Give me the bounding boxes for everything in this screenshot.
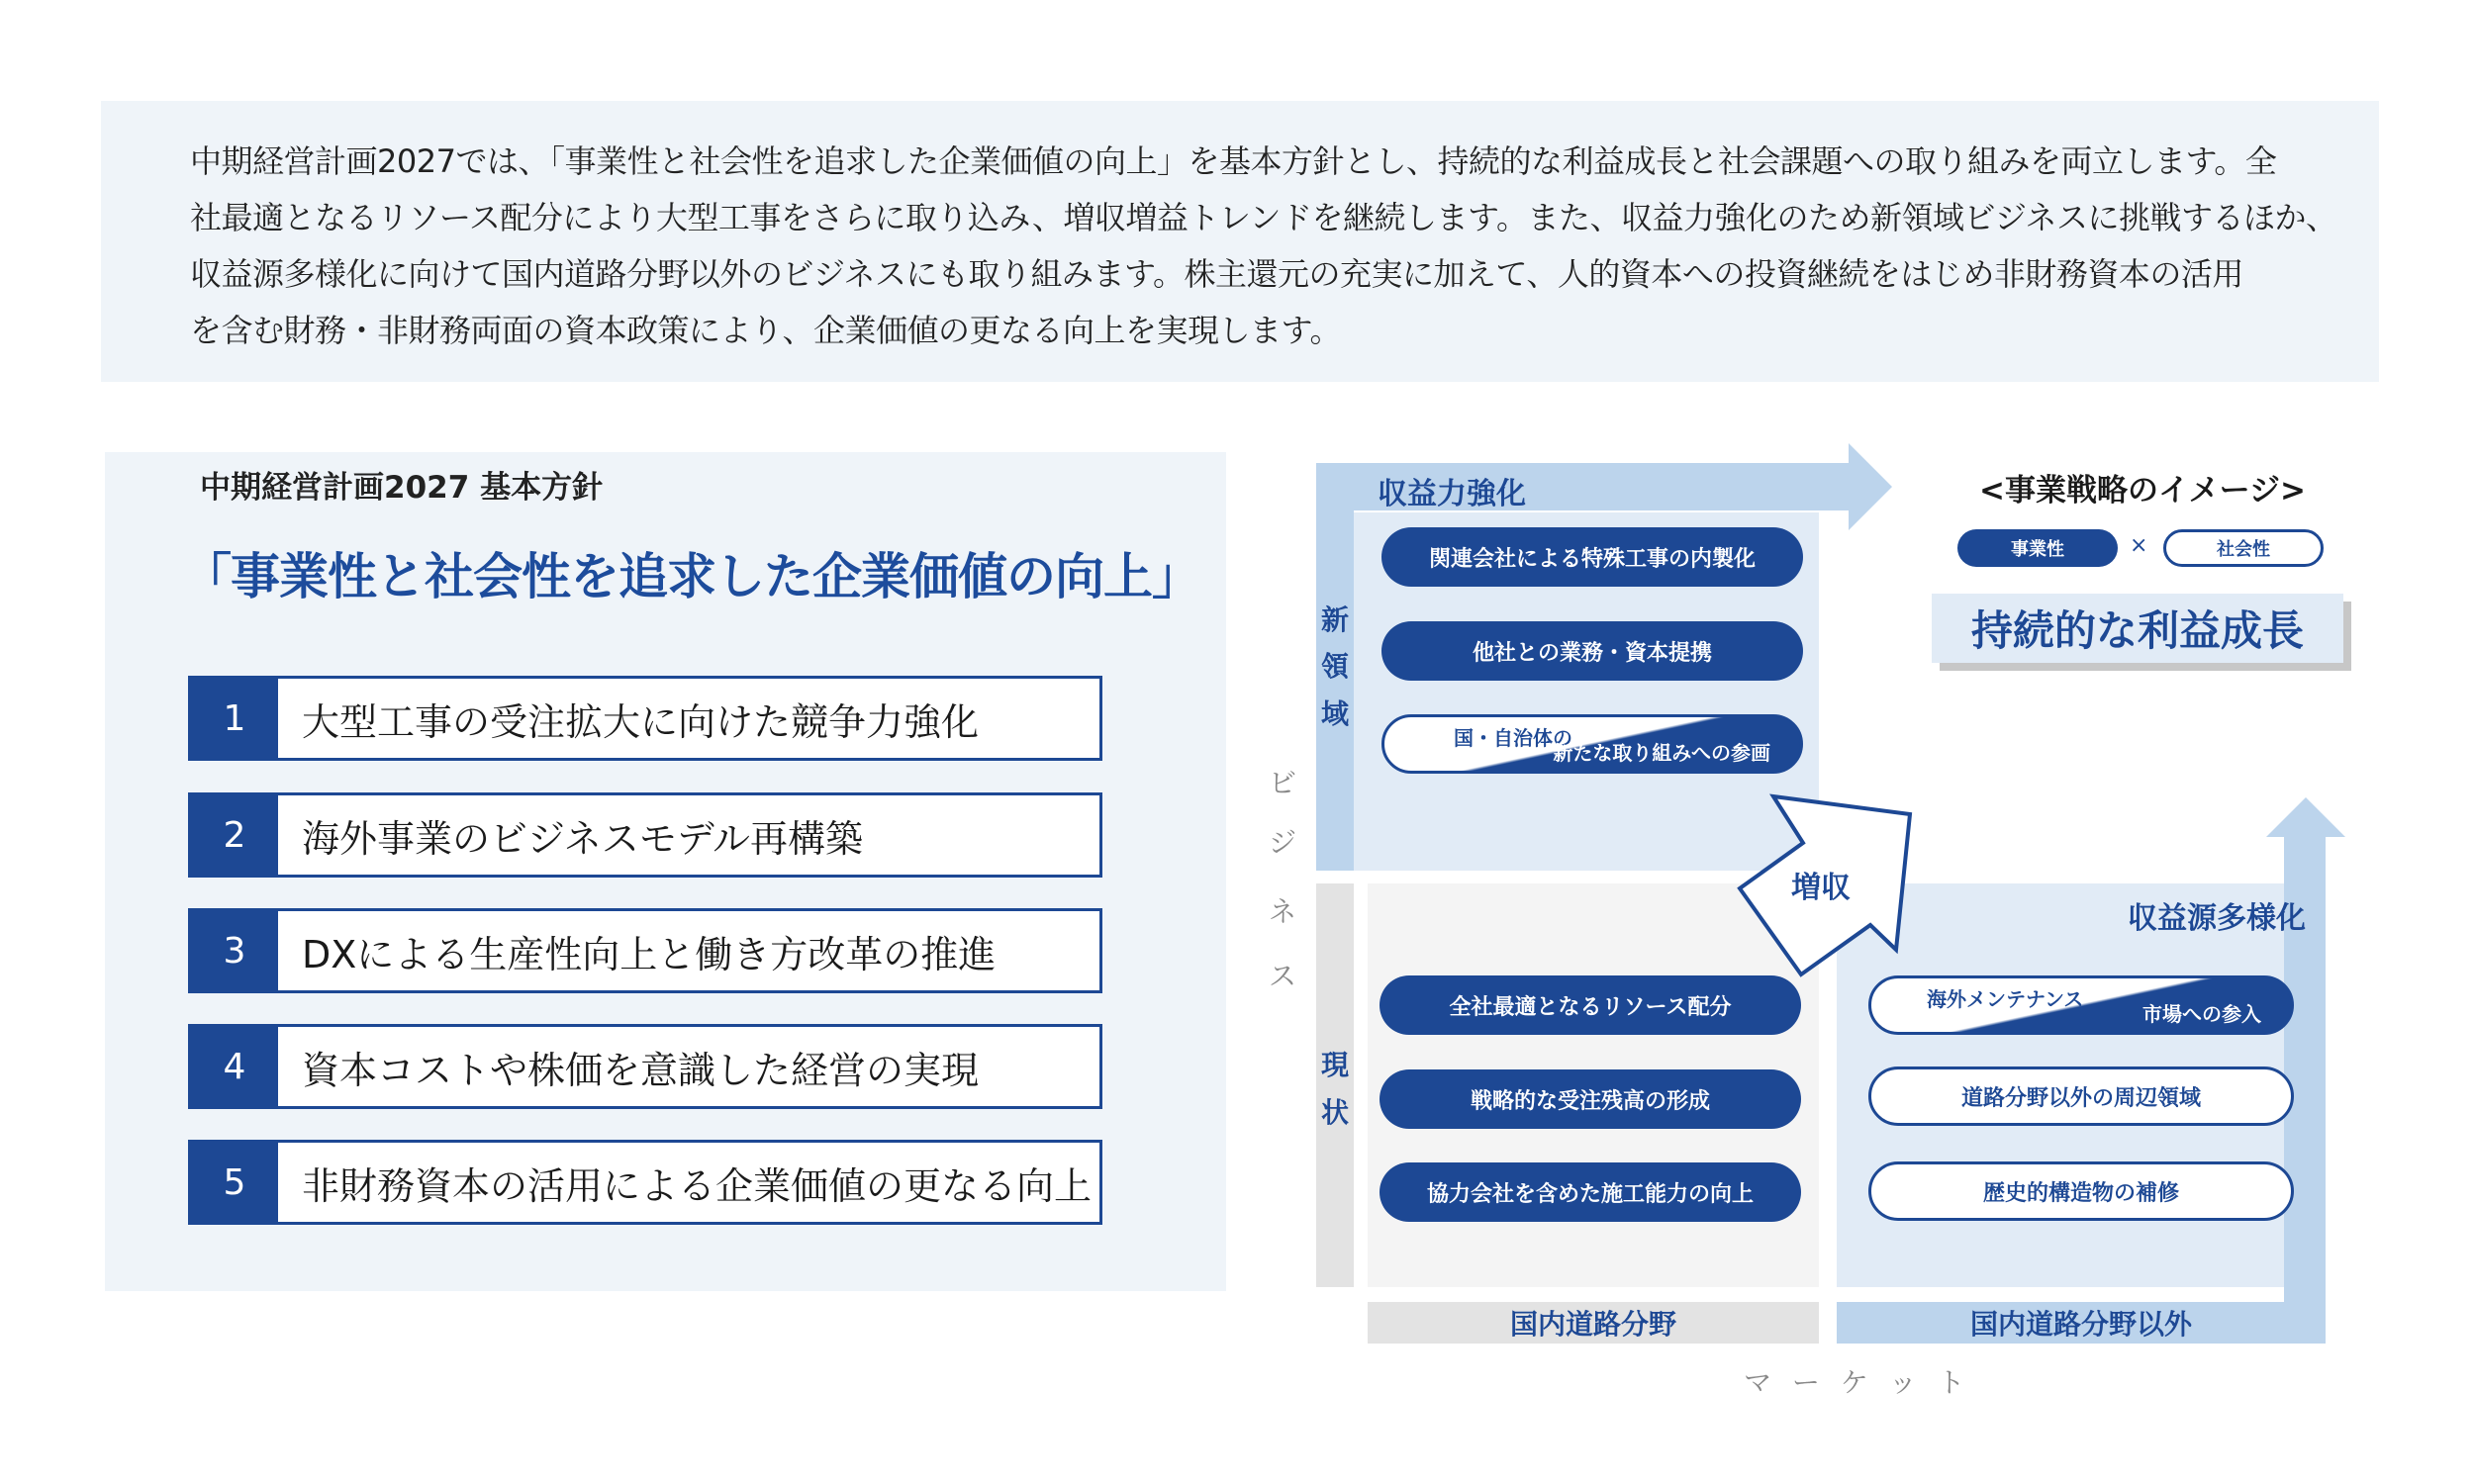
split-top-text: 海外メンテナンス — [1927, 987, 2084, 1011]
new-domain-char-2: 領 — [1320, 650, 1349, 683]
policy-text: 海外事業のビジネスモデル再構築 — [302, 816, 863, 861]
social-tag: 社会性 — [2163, 529, 2324, 567]
market-axis-label: マ ー ケ ッ ト — [1744, 1366, 1971, 1399]
policy-text: 大型工事の受注拡大に向けた競争力強化 — [302, 699, 980, 744]
policy-number: 2 — [191, 795, 278, 875]
split-bottom-text: 新たな取り組みへの参画 — [1553, 741, 1770, 765]
policy-text: 非財務資本の活用による企業価値の更なる向上 — [302, 1163, 1093, 1208]
business-tag: 事業性 — [1957, 529, 2118, 567]
policy-number: 3 — [191, 911, 278, 990]
profitability-label: 収益力強化 — [1378, 477, 1526, 511]
business-axis-char-2: ジ — [1268, 826, 1296, 859]
current-axis-bar — [1316, 883, 1354, 1287]
business-axis-char-3: ネ — [1268, 895, 1296, 928]
new-domain-char-3: 域 — [1320, 697, 1349, 730]
policy-title: 「事業性と社会性を追求した企業価値の向上」 — [182, 548, 1200, 605]
new-domain-item-1: 関連会社による特殊工事の内製化 — [1381, 527, 1803, 587]
current-item-3: 協力会社を含めた施工能力の向上 — [1380, 1162, 1801, 1222]
intro-line-2: 社最適となるリソース配分により大型工事をさらに取り込み、増収増益トレンドを継続します。また、収益力強化のため新領域ビジネスに挑戦するほか、 — [190, 199, 2337, 236]
diversify-item-1 — [1868, 975, 2294, 1035]
current-item-2: 戦略的な受注残高の形成 — [1380, 1069, 1801, 1129]
current-char-1: 現 — [1320, 1049, 1349, 1081]
business-axis-char-1: ビ — [1268, 767, 1296, 799]
diversify-item-3: 歴史的構造物の補修 — [1868, 1161, 2294, 1221]
new-domain-item-3 — [1381, 714, 1803, 774]
revenue-increase-label: 増収 — [1791, 871, 1851, 905]
market-domestic-label: 国内道路分野 — [1509, 1308, 1676, 1341]
business-axis-char-4: ス — [1268, 960, 1296, 992]
diversify-item-2: 道路分野以外の周辺領域 — [1868, 1067, 2294, 1126]
policy-text: DXによる生産性向上と働き方改革の推進 — [302, 932, 997, 976]
strategy-image-title: <事業戦略のイメージ> — [1979, 473, 2307, 509]
policy-heading: 中期経営計画2027 基本方針 — [200, 470, 604, 506]
intro-line-4: を含む財務・非財務両面の資本政策により、企業価値の更なる向上を実現します。 — [190, 312, 1341, 349]
market-other-label: 国内道路分野以外 — [1969, 1308, 2192, 1341]
new-domain-item-2: 他社との業務・資本提携 — [1381, 621, 1803, 681]
split-top-text: 国・自治体の — [1454, 726, 1572, 750]
growth-label: 持続的な利益成長 — [1970, 606, 2304, 655]
policy-number: 1 — [191, 679, 278, 758]
diversify-label: 収益源多様化 — [2128, 901, 2306, 936]
new-domain-char-1: 新 — [1320, 603, 1349, 636]
intro-line-1: 中期経営計画2027では、「事業性と社会性を追求した企業価値の向上」を基本方針とし、持続的な利益成長と社会課題への取り組みを両立します。全 — [190, 142, 2277, 180]
current-item-1: 全社最適となるリソース配分 — [1380, 975, 1801, 1035]
intro-line-3: 収益源多様化に向けて国内道路分野以外のビジネスにも取り組みます。株主還元の充実に加えて、人的資本への投資継続をはじめ非財務資本の活用 — [190, 255, 2243, 293]
policy-text: 資本コストや株価を意識した経営の実現 — [302, 1048, 980, 1092]
times-sign: × — [2130, 533, 2148, 558]
split-bottom-text: 市場への参入 — [2142, 1002, 2261, 1026]
current-char-2: 状 — [1320, 1096, 1349, 1129]
policy-number: 4 — [191, 1027, 278, 1106]
policy-number: 5 — [191, 1143, 278, 1222]
